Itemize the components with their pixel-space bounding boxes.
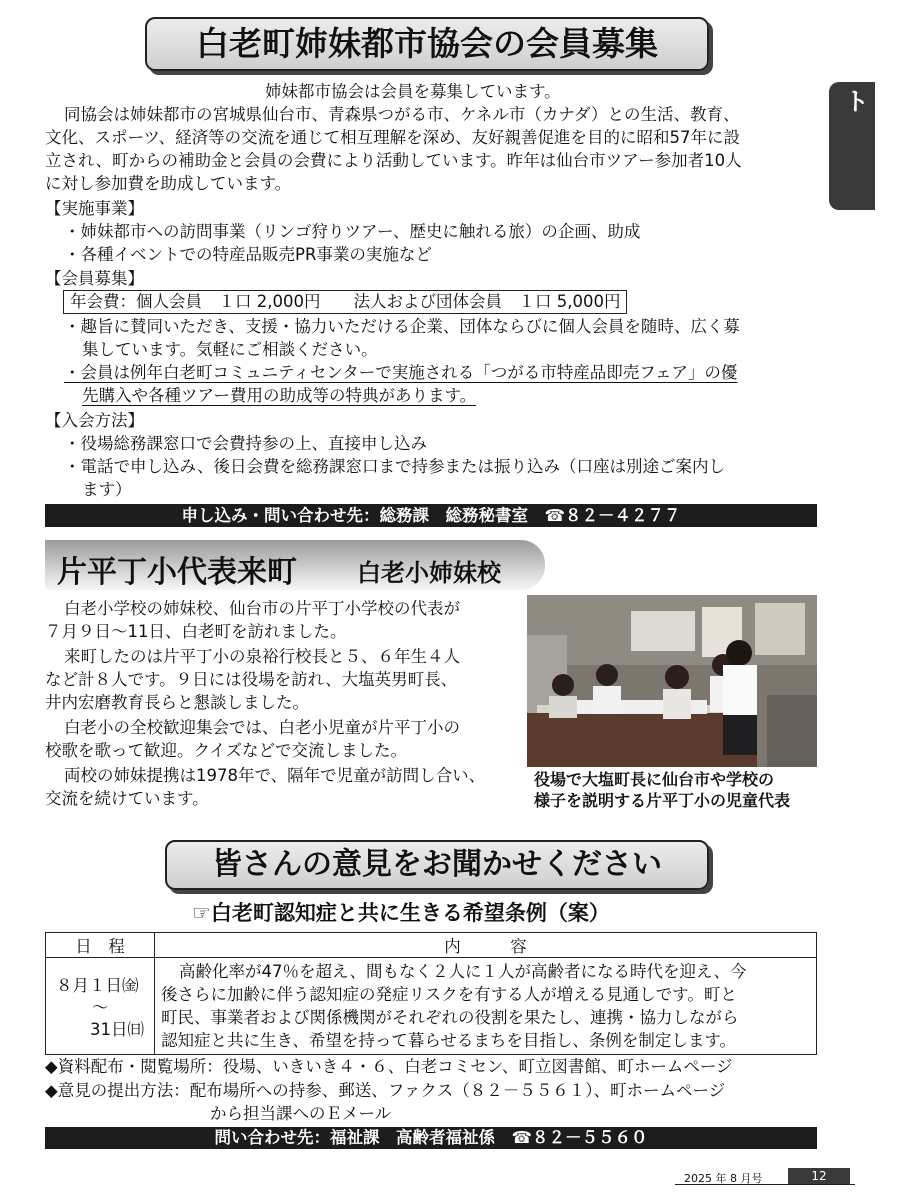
pointing-hand-icon: ☞ bbox=[192, 901, 211, 925]
recruit-item-1b: 集しています。気軽にご相談ください。 bbox=[82, 340, 378, 359]
section3-subtitle bbox=[192, 897, 610, 927]
content-line-1: 高齢化率が47％を超え、間もなく２人に１人が高齢者になる時代を迎え、今 bbox=[179, 962, 747, 981]
recruit-item-2b: 先購入や各種ツアー費用の助成等の特典があります。 bbox=[82, 386, 477, 405]
footer-issue: 2025 年 8 月号 bbox=[684, 1172, 763, 1185]
section2-body-9: 交流を続けています。 bbox=[45, 789, 209, 808]
section1-lead: 姉妹都市協会は会員を募集しています。 bbox=[265, 82, 561, 101]
schedule-table bbox=[45, 932, 817, 1055]
recruit-item-1: ・趣旨に賛同いただき、支援・協力いただける企業、団体ならびに個人会員を随時、広く募 bbox=[64, 317, 740, 336]
section2-body-1: 白老小学校の姉妹校、仙台市の片平丁小学校の代表が bbox=[64, 599, 460, 618]
side-tab bbox=[829, 82, 906, 210]
project-item-2: ・各種イベントでの特産品販売PR事業の実施など bbox=[64, 245, 432, 264]
section2-title-sub: 白老小姉妹校 bbox=[357, 559, 501, 587]
section2-title-main: 片平丁小代表来町 bbox=[57, 555, 297, 590]
section2-body-7: 校歌を歌って歓迎。クイズなどで交流しました。 bbox=[45, 741, 408, 760]
date-separator: ～ bbox=[92, 998, 109, 1017]
join-item-2: ・電話で申し込み、後日会費を総務課窓口まで持参または振り込み（口座は別途ご案内し bbox=[64, 457, 725, 476]
header-content: 内 容 bbox=[155, 933, 817, 958]
submission-info: ◆意見の提出方法：配布場所への持参、郵送、ファクス（８２－５５６１）、町ホームページ bbox=[45, 1081, 726, 1100]
membership-fee-box: 年会費：個人会員 １口 2,000円 法人および団体会員 １口 5,000円 bbox=[63, 290, 627, 314]
photo-caption-1: 役場で大塩町長に仙台市や学校の bbox=[534, 770, 775, 789]
section2-body-4: など計８人です。９日には役場を訪れ、大塩英男町長、 bbox=[45, 670, 458, 689]
project-item-1: ・姉妹都市への訪問事業（リンゴ狩りツアー、歴史に触れる旅）の企画、助成 bbox=[64, 222, 641, 241]
join-item-1: ・役場総務課窓口で会費持参の上、直接申し込み bbox=[64, 434, 427, 453]
section2-body-8: 両校の姉妹提携は1978年で、隔年で児童が訪問し合い、 bbox=[64, 766, 486, 785]
section2-body-5: 井内宏磨教育長らと懇談しました。 bbox=[45, 693, 309, 712]
section1-contact-bar: 申し込み・問い合わせ先：総務課 総務秘書室 ☎８２－４２７７ bbox=[45, 504, 817, 527]
section1-intro-2: 文化、スポーツ、経済等の交流を通じて相互理解を深め、友好親善促進を目的に昭和57年に設 bbox=[45, 128, 741, 147]
classroom-photo bbox=[527, 595, 817, 767]
section2-body-6: 白老小の全校歓迎集会では、白老小児童が片平丁小の bbox=[64, 718, 460, 737]
join-item-2b: ます） bbox=[82, 480, 132, 499]
section1-intro-4: に対し参加費を助成しています。 bbox=[45, 174, 292, 193]
content-line-4: 認知症と共に生き、希望を持って暮らせるまちを目指し、条例を制定します。 bbox=[161, 1031, 737, 1050]
section1-title: 白老町姉妹都市協会の会員募集 bbox=[145, 17, 709, 71]
section2-title-banner bbox=[45, 540, 545, 590]
submission-info-cont: から担当課へのＥメール bbox=[210, 1104, 392, 1123]
content-line-3: 町民、事業者および関係機関がそれぞれの役割を果たし、連携・協力しながら bbox=[161, 1008, 739, 1027]
section3-subtitle-text: 白老町認知症と共に生きる希望条例（案） bbox=[210, 901, 610, 925]
side-tab-label: 情報ノート bbox=[841, 88, 906, 192]
content-line-2: 後さらに加齢に伴う認知症の発症リスクを有する人が増える見通しです。町と bbox=[161, 985, 737, 1004]
section2-body-2: ７月９日～11日、白老町を訪れました。 bbox=[45, 622, 347, 641]
section3-title: 皆さんの意見をお聞かせください bbox=[165, 840, 709, 890]
date-cell bbox=[46, 958, 155, 1055]
table-header-row bbox=[46, 933, 817, 958]
date-end: 31日㈰ bbox=[90, 1020, 144, 1039]
recruit-heading: 【会員募集】 bbox=[45, 269, 144, 288]
footer-page-number: 12 bbox=[788, 1168, 850, 1184]
recruit-item-2: ・会員は例年白老町コミュニティセンターで実施される「つがる市特産品即売フェア」の優 bbox=[64, 363, 738, 382]
section3-contact-bar: 問い合わせ先：福祉課 高齢者福祉係 ☎８２－５５６０ bbox=[45, 1127, 817, 1149]
section1-intro-1: 同協会は姉妹都市の宮城県仙台市、青森県つがる市、ケネル市（カナダ）との生活、教育、 bbox=[64, 105, 740, 124]
classroom-photo-illustration bbox=[527, 595, 817, 767]
projects-heading: 【実施事業】 bbox=[45, 199, 144, 218]
table-row bbox=[46, 958, 817, 1055]
content-cell bbox=[155, 958, 817, 1055]
distribution-info: ◆資料配布・閲覧場所：役場、いきいき４・６、白老コミセン、町立図書館、町ホームページ bbox=[45, 1057, 733, 1076]
date-start: ８月１日㈮ bbox=[56, 976, 139, 995]
section2-body-3: 来町したのは片平丁小の泉裕行校長と５、６年生４人 bbox=[64, 647, 460, 666]
section1-intro-3: 立され、町からの補助金と会員の会費により活動しています。昨年は仙台市ツアー参加者10人 bbox=[45, 151, 742, 170]
join-heading: 【入会方法】 bbox=[45, 411, 144, 430]
header-date: 日 程 bbox=[46, 933, 155, 958]
photo-caption-2: 様子を説明する片平丁小の児童代表 bbox=[534, 791, 791, 810]
